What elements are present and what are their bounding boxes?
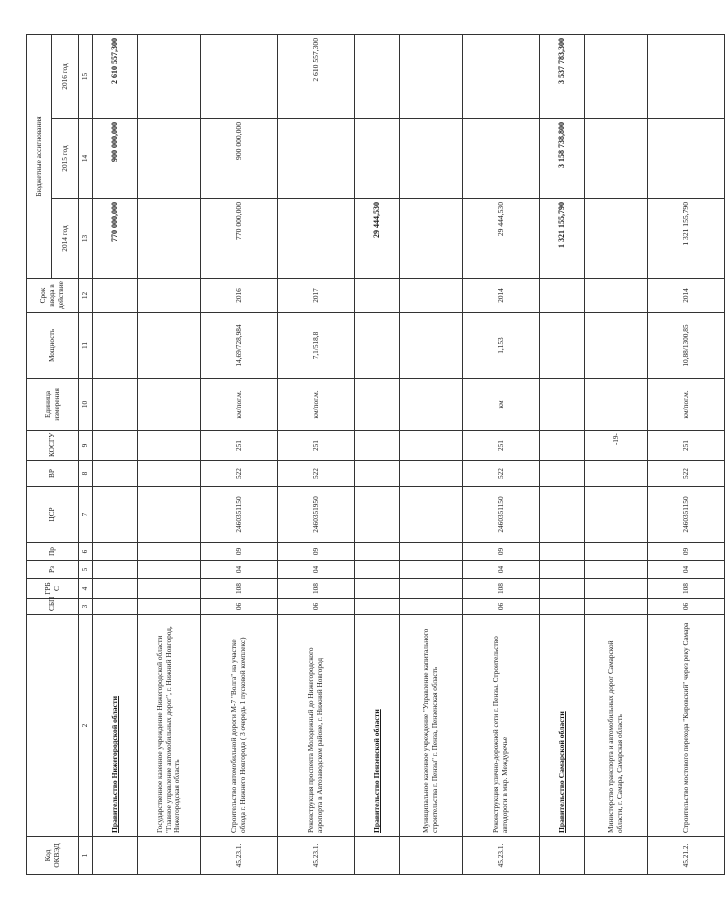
name-cell: Муниципальное казенное учреждение "Управление капитального строительства г. Пензы" г. Пенза, Пензенская область bbox=[400, 615, 463, 837]
okved-cell: 45.21.2. bbox=[648, 837, 725, 875]
power-cell bbox=[540, 313, 585, 379]
rz-cell bbox=[400, 561, 463, 579]
pr-cell: 09 bbox=[278, 543, 355, 561]
header-name bbox=[27, 615, 79, 837]
power-cell: 7,1/518,8 bbox=[278, 313, 355, 379]
vr-cell: 522 bbox=[278, 461, 355, 487]
rz-cell: 04 bbox=[201, 561, 278, 579]
table-row-section bbox=[93, 34, 138, 874]
column-number: 15 bbox=[79, 34, 93, 118]
budget-2016-cell bbox=[585, 34, 648, 118]
pr-cell: 09 bbox=[463, 543, 540, 561]
rz-cell bbox=[585, 561, 648, 579]
unit-cell: км bbox=[463, 379, 540, 431]
pr-cell bbox=[93, 543, 138, 561]
column-number: 7 bbox=[79, 487, 93, 543]
header-grbs: ГРБ С bbox=[27, 579, 79, 599]
table-row-institution bbox=[400, 34, 463, 874]
budget-2014-cell: 1 321 155,790 bbox=[540, 199, 585, 279]
budget-2015-cell bbox=[355, 119, 400, 199]
table-row-project bbox=[463, 34, 540, 874]
budget-2015-cell: 900 000,000 bbox=[201, 119, 278, 199]
header-csr: ЦСР bbox=[27, 487, 79, 543]
csr-cell: 2460351150 bbox=[648, 487, 725, 543]
rz-cell bbox=[355, 561, 400, 579]
column-number: 11 bbox=[79, 313, 93, 379]
budget-2016-cell: 3 537 783,300 bbox=[540, 34, 585, 118]
table-row-institution bbox=[138, 34, 201, 874]
term-cell bbox=[355, 279, 400, 313]
sp-cell bbox=[93, 599, 138, 615]
kosgu-cell bbox=[355, 431, 400, 461]
power-cell bbox=[355, 313, 400, 379]
budget-2014-cell: 770 000,000 bbox=[201, 199, 278, 279]
budget-2015-cell bbox=[463, 119, 540, 199]
okved-cell bbox=[540, 837, 585, 875]
name-cell: Правительство Нижегородской области bbox=[93, 615, 138, 837]
csr-cell bbox=[93, 487, 138, 543]
sp-cell bbox=[400, 599, 463, 615]
term-cell bbox=[540, 279, 585, 313]
kosgu-cell: 251 bbox=[648, 431, 725, 461]
sp-cell: 06 bbox=[463, 599, 540, 615]
budget-2015-cell bbox=[648, 119, 725, 199]
table-body bbox=[93, 34, 725, 874]
sp-cell bbox=[355, 599, 400, 615]
budget-2015-cell bbox=[138, 119, 201, 199]
csr-cell bbox=[585, 487, 648, 543]
pr-cell: 09 bbox=[201, 543, 278, 561]
vr-cell: 522 bbox=[463, 461, 540, 487]
header-year-2016: 2016 год bbox=[52, 34, 79, 118]
column-number: 13 bbox=[79, 199, 93, 279]
budget-2015-cell: 3 158 738,800 bbox=[540, 119, 585, 199]
kosgu-cell: 251 bbox=[463, 431, 540, 461]
budget-2014-cell: 770 000,000 bbox=[93, 199, 138, 279]
vr-cell bbox=[400, 461, 463, 487]
kosgu-cell: 251 bbox=[278, 431, 355, 461]
vr-cell: 522 bbox=[201, 461, 278, 487]
power-cell: 10,88/1300,85 bbox=[648, 313, 725, 379]
column-number-row bbox=[79, 34, 93, 874]
name-cell: Реконструкция проспекта Молодежный до Нижегородского аэропорта в Автозаводском районе, г. Нижний Новгород bbox=[278, 615, 355, 837]
grbs-cell: 108 bbox=[463, 579, 540, 599]
table-row-institution bbox=[585, 34, 648, 874]
term-cell bbox=[400, 279, 463, 313]
csr-cell: 2460351950 bbox=[278, 487, 355, 543]
okved-cell bbox=[138, 837, 201, 875]
table-row-project bbox=[648, 34, 725, 874]
budget-2014-cell bbox=[278, 199, 355, 279]
budget-2016-cell bbox=[648, 34, 725, 118]
csr-cell bbox=[400, 487, 463, 543]
grbs-cell bbox=[585, 579, 648, 599]
grbs-cell bbox=[138, 579, 201, 599]
kosgu-cell bbox=[540, 431, 585, 461]
sp-cell bbox=[585, 599, 648, 615]
rz-cell: 04 bbox=[278, 561, 355, 579]
grbs-cell: 108 bbox=[201, 579, 278, 599]
grbs-cell: 108 bbox=[278, 579, 355, 599]
budget-2016-cell: 2 610 557,300 bbox=[93, 34, 138, 118]
sp-cell: 06 bbox=[278, 599, 355, 615]
name-cell: Строительство мостового перехода "Кировский" через реку Самара bbox=[648, 615, 725, 837]
budget-2014-cell bbox=[400, 199, 463, 279]
unit-cell bbox=[93, 379, 138, 431]
name-cell: Строительство автомобильной дороги М-7 "Волга" на участке обхода г. Нижнего Новгорода ( 3 очередь 1 пусковой комплекс) bbox=[201, 615, 278, 837]
vr-cell bbox=[93, 461, 138, 487]
vr-cell bbox=[585, 461, 648, 487]
csr-cell: 2460351150 bbox=[201, 487, 278, 543]
grbs-cell bbox=[355, 579, 400, 599]
header-pr: Пр bbox=[27, 543, 79, 561]
rz-cell bbox=[93, 561, 138, 579]
csr-cell bbox=[355, 487, 400, 543]
name-cell: Правительство Самарской области bbox=[540, 615, 585, 837]
budget-2016-cell bbox=[463, 34, 540, 118]
unit-cell bbox=[355, 379, 400, 431]
budget-2016-cell bbox=[138, 34, 201, 118]
header-power: Мощность bbox=[27, 313, 79, 379]
rz-cell: 04 bbox=[463, 561, 540, 579]
name-cell: Правительство Пензенской области bbox=[355, 615, 400, 837]
okved-cell bbox=[400, 837, 463, 875]
grbs-cell bbox=[400, 579, 463, 599]
budget-2016-cell bbox=[355, 34, 400, 118]
budget-2014-cell: 29 444,530 bbox=[355, 199, 400, 279]
pr-cell bbox=[540, 543, 585, 561]
power-cell: 14,69/728,984 bbox=[201, 313, 278, 379]
term-cell bbox=[93, 279, 138, 313]
term-cell: 2014 bbox=[648, 279, 725, 313]
rz-cell bbox=[138, 561, 201, 579]
rz-cell: 04 bbox=[648, 561, 725, 579]
unit-cell bbox=[585, 379, 648, 431]
okved-cell: 45.23.1. bbox=[278, 837, 355, 875]
grbs-cell bbox=[93, 579, 138, 599]
column-number: 12 bbox=[79, 279, 93, 313]
budget-2015-cell bbox=[400, 119, 463, 199]
unit-cell bbox=[540, 379, 585, 431]
csr-cell bbox=[540, 487, 585, 543]
budget-2016-cell bbox=[400, 34, 463, 118]
column-number: 8 bbox=[79, 461, 93, 487]
power-cell bbox=[400, 313, 463, 379]
pr-cell bbox=[355, 543, 400, 561]
kosgu-cell bbox=[400, 431, 463, 461]
power-cell bbox=[138, 313, 201, 379]
budget-2016-cell: 2 610 557,300 bbox=[278, 34, 355, 118]
header-sp: СБП bbox=[27, 599, 79, 615]
column-number: 14 bbox=[79, 119, 93, 199]
budget-table bbox=[26, 34, 725, 875]
page-number: -19- bbox=[612, 433, 620, 445]
power-cell bbox=[585, 313, 648, 379]
table-row-section bbox=[355, 34, 400, 874]
table-row-project bbox=[278, 34, 355, 874]
column-number: 3 bbox=[79, 599, 93, 615]
vr-cell bbox=[355, 461, 400, 487]
header-vr: ВР bbox=[27, 461, 79, 487]
column-number: 5 bbox=[79, 561, 93, 579]
unit-cell: км/пог.м. bbox=[648, 379, 725, 431]
vr-cell: 522 bbox=[648, 461, 725, 487]
unit-cell bbox=[138, 379, 201, 431]
okved-cell: 45.23.1. bbox=[201, 837, 278, 875]
csr-cell: 2460351150 bbox=[463, 487, 540, 543]
column-number: 4 bbox=[79, 579, 93, 599]
column-number: 2 bbox=[79, 615, 93, 837]
name-cell: Государственное казенное учреждение Нижегородской области "Главное управление автомобильных дорог", г. Нижний Новгород, Нижегородская область bbox=[138, 615, 201, 837]
pr-cell bbox=[585, 543, 648, 561]
okved-cell: 45.23.1. bbox=[463, 837, 540, 875]
budget-2014-cell bbox=[585, 199, 648, 279]
unit-cell: км/пог.м. bbox=[278, 379, 355, 431]
budget-2014-cell bbox=[138, 199, 201, 279]
column-number: 6 bbox=[79, 543, 93, 561]
table-header bbox=[27, 34, 93, 874]
header-year-2015: 2015 год bbox=[52, 119, 79, 199]
term-cell: 2016 bbox=[201, 279, 278, 313]
unit-cell bbox=[400, 379, 463, 431]
grbs-cell: 108 bbox=[648, 579, 725, 599]
term-cell bbox=[138, 279, 201, 313]
table-row-project bbox=[201, 34, 278, 874]
name-cell: Реконструкция улично-дорожной сети г. Пензы. Строительство автодороги в мкр. Междуречье bbox=[463, 615, 540, 837]
term-cell bbox=[585, 279, 648, 313]
budget-2016-cell bbox=[201, 34, 278, 118]
budget-2015-cell: 900 000,000 bbox=[93, 119, 138, 199]
okved-cell bbox=[355, 837, 400, 875]
vr-cell bbox=[540, 461, 585, 487]
grbs-cell bbox=[540, 579, 585, 599]
okved-cell bbox=[585, 837, 648, 875]
csr-cell bbox=[138, 487, 201, 543]
vr-cell bbox=[138, 461, 201, 487]
column-number: 10 bbox=[79, 379, 93, 431]
header-okved: Код ОКВЭД bbox=[27, 837, 79, 875]
budget-2014-cell: 29 444,530 bbox=[463, 199, 540, 279]
term-cell: 2014 bbox=[463, 279, 540, 313]
sp-cell: 06 bbox=[648, 599, 725, 615]
pr-cell: 09 bbox=[648, 543, 725, 561]
name-cell: Министерство транспорта и автомобильных дорог Самарской области, г. Самара, Самарская область bbox=[585, 615, 648, 837]
kosgu-cell bbox=[138, 431, 201, 461]
okved-cell bbox=[93, 837, 138, 875]
header-term: Срок ввода в действие bbox=[27, 279, 79, 313]
unit-cell: км/пог.м. bbox=[201, 379, 278, 431]
power-cell: 1,153 bbox=[463, 313, 540, 379]
header-rz: Рз bbox=[27, 561, 79, 579]
rz-cell bbox=[540, 561, 585, 579]
sp-cell: 06 bbox=[201, 599, 278, 615]
pr-cell bbox=[138, 543, 201, 561]
kosgu-cell bbox=[93, 431, 138, 461]
kosgu-cell: 251 bbox=[201, 431, 278, 461]
budget-2015-cell bbox=[278, 119, 355, 199]
power-cell bbox=[93, 313, 138, 379]
term-cell: 2017 bbox=[278, 279, 355, 313]
header-kosgu: КОСГУ bbox=[27, 431, 79, 461]
column-number: 1 bbox=[79, 837, 93, 875]
sp-cell bbox=[138, 599, 201, 615]
header-year-2014: 2014 год bbox=[52, 199, 79, 279]
budget-2015-cell bbox=[585, 119, 648, 199]
budget-2014-cell: 1 321 155,790 bbox=[648, 199, 725, 279]
pr-cell bbox=[400, 543, 463, 561]
header-budget: Бюджетные ассигнования bbox=[27, 34, 52, 278]
sp-cell bbox=[540, 599, 585, 615]
column-number: 9 bbox=[79, 431, 93, 461]
table-row-section bbox=[540, 34, 585, 874]
header-unit: Единица измерения bbox=[27, 379, 79, 431]
